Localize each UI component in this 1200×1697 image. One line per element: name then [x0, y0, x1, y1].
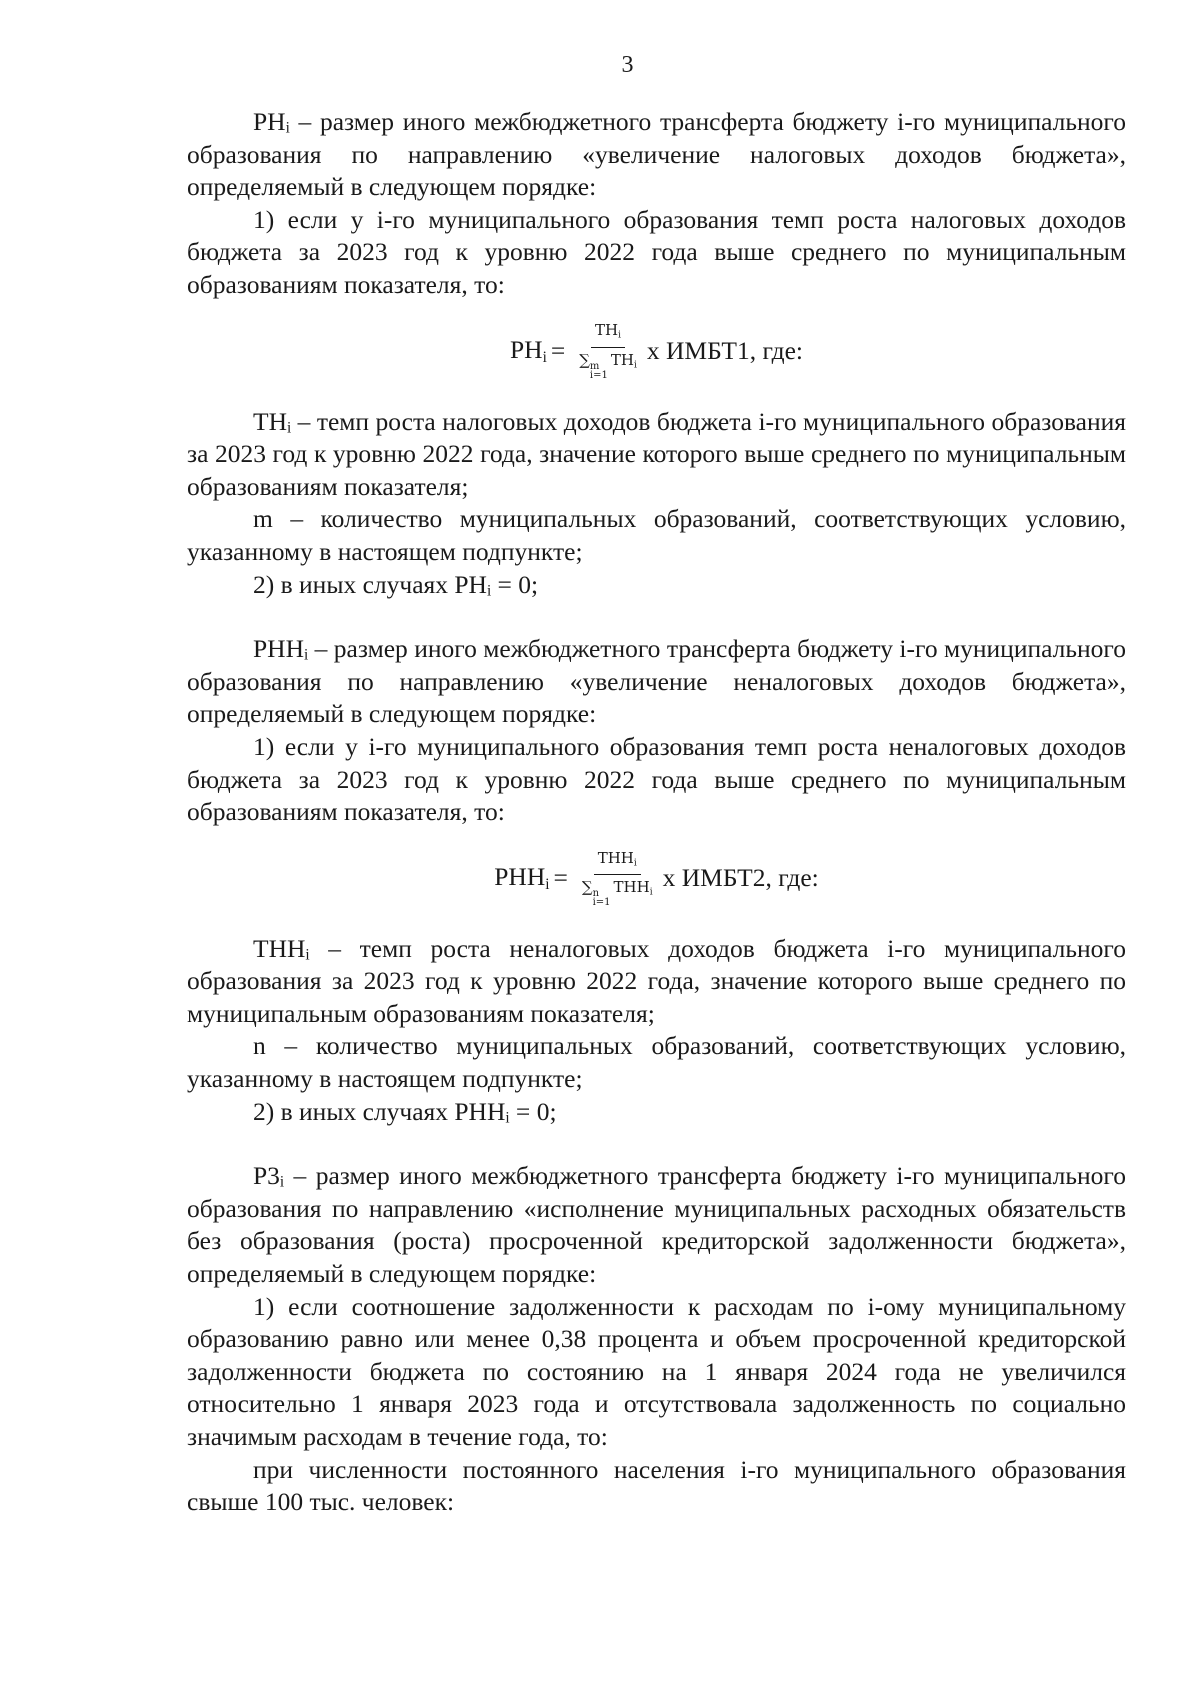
page-number: 3: [621, 52, 634, 78]
paragraph-rz-definition: P3ᵢ – размер иного межбюджетного трансферта бюджету i-го муниципального образования по направлению «исполнение муниципальных расходных обязательств без образования (роста) просроченной кредиторской задолженности бюджета», определяемый в следующем порядке:: [187, 1161, 1126, 1289]
fraction-denominator: ∑ n i=1 $THH_i$: [581, 877, 653, 908]
formula-rhs: x ИМБТ2, где:: [662, 862, 819, 892]
paragraph-population-condition: при численности постоянного населения i-го муниципального образования свыше 100 тыс. человек:: [187, 1454, 1126, 1517]
formula-fraction: [578, 849, 657, 907]
paragraph-rnn-condition: 1) если у i-го муниципального образования темп роста неналоговых доходов бюджета за 2023 год к уровню 2022 года выше среднего по муниципальным образованиям показателя, то:: [187, 731, 1126, 827]
paragraph-rz-condition: 1) если соотношение задолженности к расходам по i-ому муниципальному образованию равно или менее 0,38 процента и объем просроченной кредиторской задолженности бюджета по состоянию на 1 января 2024 года не увеличился относительно 1 января 2023 года и отсутствовала задолженность по социально значимым расходам в течение года, то:: [187, 1291, 1126, 1451]
paragraph-rn-definition: PHᵢ – размер иного межбюджетного трансферта бюджету i-го муниципального образования по направлению «увеличение налоговых доходов бюджета», определяемый в следующем порядке:: [187, 107, 1126, 202]
formula-equals: =: [550, 335, 566, 365]
fraction-denominator: ∑ m i=1 $TH_i$: [579, 350, 637, 381]
fraction-numerator: $THH_i$: [594, 849, 641, 875]
paragraph-m-definition: m – количество муниципальных образований, соответствующих условию, указанному в настоящем подпункте;: [187, 504, 1126, 566]
formula-lhs: $PH_i$: [509, 334, 547, 366]
formula-rnn: [187, 843, 1126, 913]
paragraph-n-definition: n – количество муниципальных образований, соответствующих условию, указанному в настоящем подпункте;: [187, 1031, 1126, 1094]
formula-rhs: x ИМБТ1, где:: [646, 335, 804, 365]
paragraph-rn-else: 2) в иных случаях PHᵢ = 0;: [253, 569, 539, 599]
paragraph-rn-condition: 1) если у i-го муниципального образования темп роста налоговых доходов бюджета за 2023 год к уровню 2022 года выше среднего по муниципальным образованиям показателя, то:: [187, 204, 1126, 299]
fraction-numerator: $TH_i$: [591, 321, 625, 347]
paragraph-rnn-else: 2) в иных случаях PHHᵢ = 0;: [253, 1096, 557, 1126]
paragraph-rnn-definition: PHHᵢ – размер иного межбюджетного трансферта бюджету i-го муниципального образования по направлению «увеличение неналоговых доходов бюджета», определяемый в следующем порядке:: [187, 634, 1126, 729]
paragraph-tnn-definition: THHᵢ – темп роста неналоговых доходов бюджета i-го муниципального образования за 2023 год к уровню 2022 года, значение которого выше среднего по муниципальным образованиям показателя;: [187, 933, 1126, 1028]
formula-equals: =: [553, 862, 568, 892]
document-body: [187, 106, 1126, 1519]
formula-fraction: [575, 321, 641, 379]
formula-rn: [187, 316, 1126, 386]
formula-lhs: $PHH_i$: [494, 861, 550, 893]
paragraph-tn-definition: THᵢ – темп роста налоговых доходов бюджета i-го муниципального образования за 2023 год к уровню 2022 года, значение которого выше среднего по муниципальным образованиям показателя;: [187, 406, 1126, 501]
